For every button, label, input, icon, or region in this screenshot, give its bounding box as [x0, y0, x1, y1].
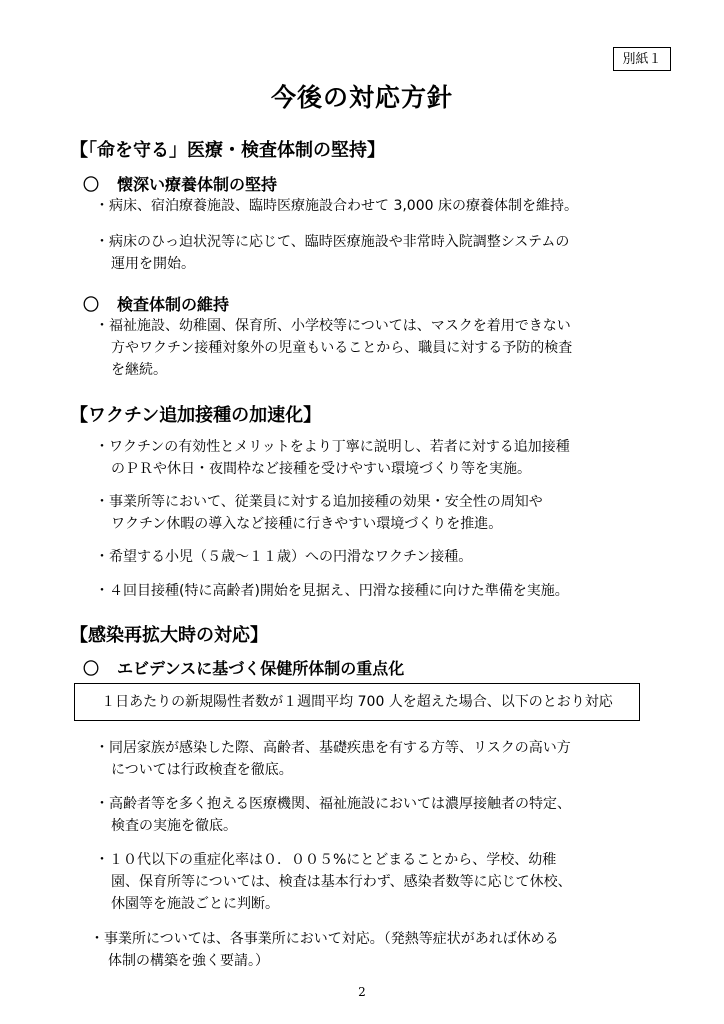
bullet-line: ・ワクチンの有効性とメリットをより丁寧に説明し、若者に対する追加接種: [95, 439, 570, 455]
section-heading-vaccine: 【ワクチン追加接種の加速化】: [70, 405, 322, 426]
subsection-heading-text: 検査体制の維持: [117, 295, 230, 314]
bullet-continuation: 方やワクチン接種対象外の児童もいることから、職員に対する予防的検査: [111, 340, 573, 356]
bullet-line: ・同居家族が感染した際、高齢者、基礎疾患を有する方等、リスクの高い方: [95, 740, 571, 756]
section-heading-resurgence: 【感染再拡大時の対応】: [70, 625, 268, 646]
section-heading-medical: 【「命を守る」医療・検査体制の堅持】: [70, 140, 385, 161]
page-title: 今後の対応方針: [270, 83, 453, 112]
bullet-line: ・１０代以下の重症化率は０．００５%にとどまることから、学校、幼稚: [95, 852, 557, 868]
bullet-continuation: 園、保育所等については、検査は基本行わず、感染者数等に応じて休校、: [111, 874, 572, 890]
bullet-continuation: 運用を開始。: [111, 256, 195, 272]
subsection-heading-testing: [83, 292, 229, 315]
bullet-continuation: については行政検査を徹底。: [111, 762, 293, 778]
circle-marker-icon: 〇: [83, 295, 100, 314]
subsection-heading-text: エビデンスに基づく保健所体制の重点化: [117, 659, 405, 678]
bullet-line: ・希望する小児（５歳～１１歳）への円滑なワクチン接種。: [95, 549, 473, 565]
bullet-line: ・病床、宿泊療養施設、臨時医療施設合わせて 3,000 床の療養体制を維持。: [95, 198, 578, 214]
attachment-label: 別紙１: [613, 47, 671, 71]
subsection-heading-text: 懐深い療養体制の堅持: [117, 175, 278, 194]
circle-marker-icon: 〇: [83, 659, 100, 678]
condition-box: １日あたりの新規陽性者数が１週間平均 700 人を超えた場合、以下のとおり対応: [74, 683, 640, 721]
bullet-continuation: 検査の実施を徹底。: [111, 818, 237, 834]
circle-marker-icon: 〇: [83, 175, 100, 194]
bullet-line: ・福祉施設、幼稚園、保育所、小学校等については、マスクを着用できない: [95, 318, 571, 334]
bullet-continuation: のＰＲや休日・夜間枠など接種を受けやすい環境づくり等を実施。: [111, 461, 531, 477]
bullet-continuation: 休園等を施設ごとに判断。: [111, 896, 279, 912]
bullet-line: ・病床のひっ迫状況等に応じて、臨時医療施設や非常時入院調整システムの: [95, 234, 570, 250]
subsection-heading-health-center: [83, 656, 404, 679]
subsection-heading-care-system: [83, 172, 277, 195]
bullet-line: ・事業所等において、従業員に対する追加接種の効果・安全性の周知や: [95, 494, 543, 510]
bullet-line: ・４回目接種(特に高齢者)開始を見据え、円滑な接種に向けた準備を実施。: [95, 583, 569, 599]
bullet-continuation: を継続。: [111, 362, 167, 378]
page-number: 2: [358, 985, 366, 999]
bullet-continuation: 体制の構築を強く要請。）: [108, 953, 269, 969]
bullet-continuation: ワクチン休暇の導入など接種に行きやすい環境づくりを推進。: [111, 516, 503, 532]
bullet-line: ・高齢者等を多く抱える医療機関、福祉施設においては濃厚接触者の特定、: [95, 796, 571, 812]
bullet-line: ・事業所については、各事業所において対応。（発熱等症状があれば休める: [90, 931, 559, 947]
